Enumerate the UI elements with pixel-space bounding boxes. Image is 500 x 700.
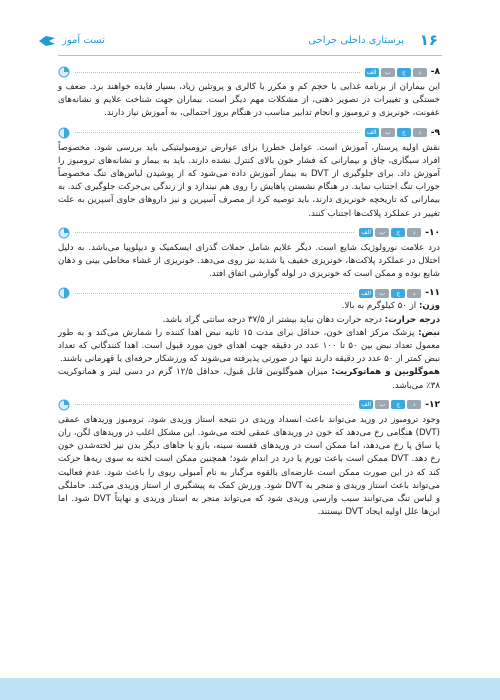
- tag-dal: د: [407, 400, 421, 409]
- tag-dal: د: [407, 228, 421, 237]
- vital-temperature: [58, 314, 440, 327]
- tag-be: ب: [375, 289, 389, 298]
- answers-content: [58, 60, 440, 519]
- answer-text: نقش اولیه پرستار، آموزش است. عوامل خطرزا برای عوارض ترومبولیتیکی باید بررسی شود. مخصوصاً افراد سیگاری، چاق و بیمارانی که فشار خون بالای کنترل نشده دارند. باید به بیمار و نشانه‌های ترومبوز را آموزش داد. برای جلوگیری از DVT به بیمار آموزش داده می‌شود که از پوشیدن لباس‌های تنگ مخصوصاً جوراب تنگ اجتناب نماید. در هنگام نشستن پاهایش را روی هم نیندازد و از زندگی بی‌حرکت جلوگیری کند. به بیمارانی که تاریخچه خونریزی دارند، باید توصیه کرد از مصرف آسپرین و نیز داروهای حاوی آسپرین به علت تغییر در عملکرد پلاکت‌ها اجتناب کنند.: [58, 142, 440, 219]
- tag-jim: ج: [391, 400, 405, 409]
- brand-name: تست آموز: [62, 35, 105, 46]
- chapter-title: پرستاری داخلی جراحی: [308, 35, 404, 46]
- question-number: ۱۲-: [425, 399, 440, 410]
- answer-tags: [365, 68, 427, 77]
- tag-be: ب: [381, 68, 395, 77]
- header-divider: [58, 55, 442, 56]
- difficulty-pie-icon: [58, 66, 70, 78]
- vital-label: وزن:: [418, 301, 440, 312]
- answer-text: وجود ترومبوز در ورید می‌تواند باعث انسداد وریدی در نتیجه استاز وریدی شود. ترومبوز وریدهای عمقی (DVT) هنگامی رخ می‌دهد که خون در وریدهای عمقی لخته می‌شود. این مشکل اغلب در وریدهای لگن، ران یا ساق پا رخ می‌دهد، اما ممکن است در وریدهای قفسه سینه، بازو یا جاهای دیگر بدن نیز لخته‌شدن خون رخ دهد. DVT ممکن است باعث تورم یا درد در اندام شود؛ همچنین ممکن است لخته به سوی ریه‌ها حرکت کند که در این صورت ممکن است عارضه‌ای بالقوه مرگبار به نام آمبولی ریوی را باعث شود. عدم فعالیت می‌تواند باعث استاز وریدی و منجر به DVT شود. ورزش کمک به پیشگیری از استاز وریدی می‌کند. حاملگی و لباس تنگ می‌توانند سبب وارسی وریدی شود که می‌تواند منجر به استاز وریدی و نهایتاً DVT شود. اما این‌ها علل اولیه ایجاد DVT نیستند.: [58, 414, 440, 518]
- question-header: [58, 226, 440, 240]
- question-number: ۱۰-: [425, 227, 440, 238]
- vital-label: نبض:: [418, 327, 440, 338]
- vital-text: درجه حرارت دهان نباید بیشتر از ۳۷/۵ درجه سانتی گراد باشد.: [162, 314, 382, 325]
- tag-jim: ج: [397, 68, 411, 77]
- difficulty-pie-icon: [58, 399, 70, 411]
- difficulty-pie-icon: [58, 127, 70, 139]
- answer-tags: [359, 400, 421, 409]
- vital-label: درجه حرارت:: [384, 314, 440, 325]
- question-header: [58, 286, 440, 300]
- tag-alef: الف: [365, 68, 379, 77]
- tag-dal: د: [413, 68, 427, 77]
- question-header: [58, 65, 440, 79]
- brand-logo-icon: [38, 34, 56, 48]
- tag-be: ب: [375, 400, 389, 409]
- tag-jim: ج: [391, 289, 405, 298]
- tag-be: ب: [381, 128, 395, 137]
- tag-jim: ج: [391, 228, 405, 237]
- tag-alef: الف: [365, 128, 379, 137]
- answer-text: درد علامت نورولوژیک شایع است. دیگر علایم شامل حملات گذرای ایسکمیک و دیپلوپیا می‌باشد. به دلیل اختلال در عملکرد پلاکت‌ها، خونریزی خفیف یا شدید نیز روی می‌دهد. خونریزی از غشاء مخاطی بینی و دهان شایع بوده و ممکن است که خونریزی در لوله گوارشی اتفاق افتد.: [58, 242, 440, 280]
- question-header: [58, 398, 440, 412]
- vital-label: هموگلوبین و هماتوکریت:: [331, 367, 441, 378]
- vital-pulse: [58, 327, 440, 367]
- question-number: ۱۱-: [425, 288, 440, 299]
- difficulty-pie-icon: [58, 287, 70, 299]
- vital-weight: [58, 300, 440, 313]
- tag-dal: د: [413, 128, 427, 137]
- tag-alef: الف: [359, 228, 373, 237]
- tag-be: ب: [375, 228, 389, 237]
- tag-alef: الف: [359, 400, 373, 409]
- answer-text: این بیماران از برنامه غذایی با حجم کم و مکرر با کالری و پروتئین زیاد، بسیار فایده خواهند برد. ضعف و خستگی و تغییرات در تصویر ذهنی، از مشکلات مهم دیگر است. بیماران جهت شناخت علایم و نشانه‌های عفونت، خونریزی و ترومبوز و انجام تدابیر مناسب در هنگام بروز احتمالی، به آموزش نیاز دارند.: [58, 82, 440, 119]
- page-number: ۱۶: [419, 31, 438, 49]
- question-header: [58, 126, 440, 140]
- vital-hemoglobin: [58, 366, 440, 392]
- answer-tags: [365, 128, 427, 137]
- question-number: ۹-: [430, 127, 440, 138]
- question-number: ۸-: [430, 67, 440, 77]
- vital-text: میزان هموگلوبین قابل قبول، حداقل ۱۲/۵ گرم در دسی لیتر و هماتوکریت ۳۸٪ می‌باشد.: [58, 367, 440, 391]
- answer-tags: [359, 228, 421, 237]
- dotted-leader: [75, 72, 360, 73]
- dotted-leader: [75, 132, 360, 133]
- footer-bar: [0, 678, 500, 700]
- answer-tags: [359, 289, 421, 298]
- dotted-leader: [75, 404, 354, 405]
- difficulty-pie-icon: [58, 227, 70, 239]
- tag-alef: الف: [359, 289, 373, 298]
- vital-text: پزشک مرکز اهدای خون، حداقل برای مدت ۱۵ ثانیه نبض اهدا کننده را شمارش می‌کند و به طور معمول تعداد نبض بین ۵۰ تا ۱۰۰ عدد در دقیقه جهت اهدای خون مورد قبول است. اهدا کنندگانی که تعداد نبض کمتر از ۵۰ عدد در دقیقه دارند تنها در صورتی پذیرفته می‌شوند که ورزشکار حرفه‌ای یا قهرمانی باشند.: [58, 327, 440, 365]
- dotted-leader: [75, 232, 354, 233]
- vital-text: از ۵۰ کیلوگرم به بالا.: [341, 301, 417, 312]
- dotted-leader: [75, 293, 354, 294]
- tag-jim: ج: [397, 128, 411, 137]
- tag-dal: د: [407, 289, 421, 298]
